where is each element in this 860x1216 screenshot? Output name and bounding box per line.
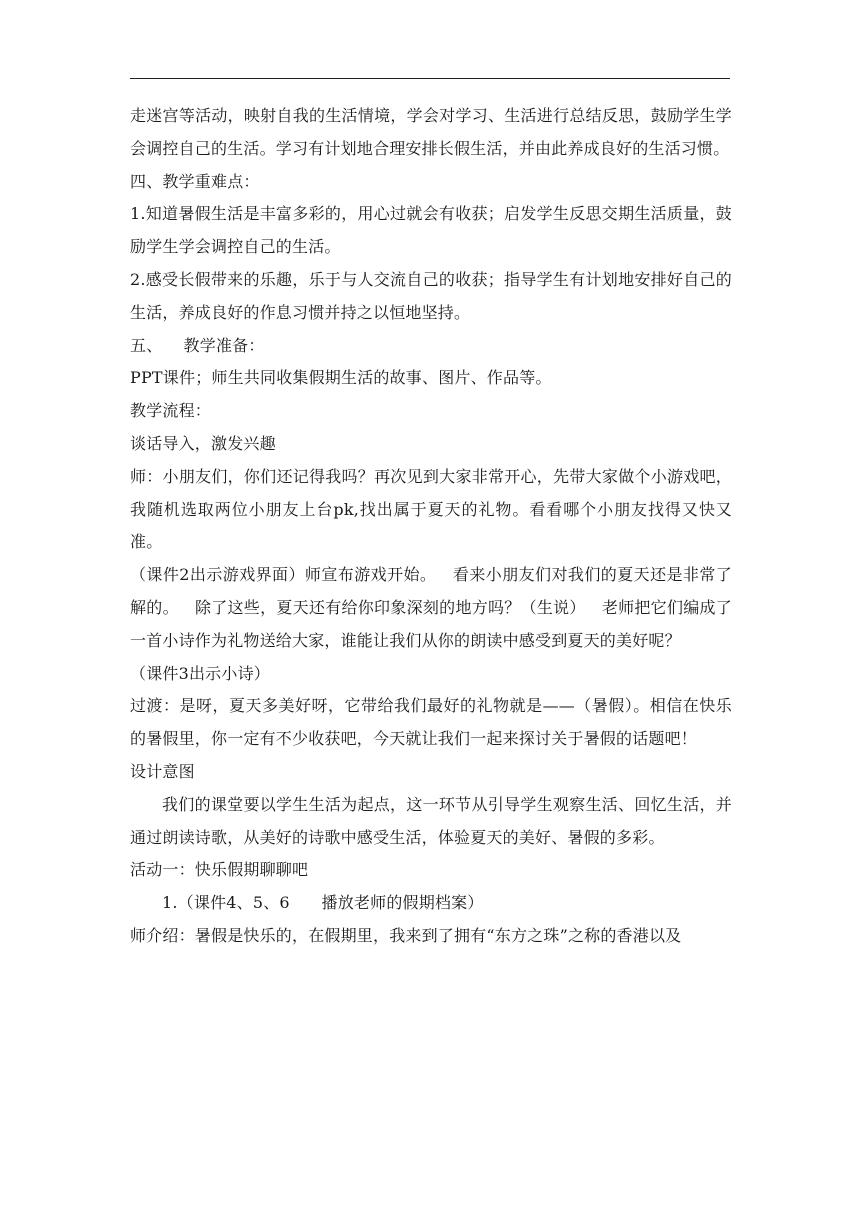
heading-key-points: 四、教学重难点： [130,171,260,191]
heading-intro: 谈话导入，激发兴趣 [130,433,276,453]
header-rule [130,78,730,79]
courseware-3: （课件3出示小诗） [130,663,270,683]
heading-process: 教学流程： [130,401,212,421]
heading-activity-1: 活动一：快乐假期聊聊吧 [130,860,309,880]
transition: 过渡：是呀，夏天多美好呀，它带给我们最好的礼物就是——（暑假）。相信在快乐的暑假里，你一定有不少收获吧，今天就让我们一起来探讨关于暑假的话题吧！ [130,696,732,749]
activity-1-step-1: 1.（课件4、5、6 播放老师的假期档案） [162,893,484,913]
paragraph-objectives-cont: 走迷宫等活动，映射自我的生活情境，学会对学习、生活进行总结反思，鼓励学生学会调控自己的生活。学习有计划地合理安排长假生活，并由此养成良好的生活习惯。 [130,106,732,158]
teacher-intro-holiday: 师介绍：暑假是快乐的，在假期里，我来到了拥有“东方之珠”之称的香港以及 [130,925,682,945]
teacher-intro: 师：小朋友们，你们还记得我吗？再次见到大家非常开心，先带大家做个小游戏吧，我随机选取两位小朋友上台pk,找出属于夏天的礼物。看看哪个小朋友找得又快又准。 [130,466,732,552]
heading-preparation: 五、 教学准备： [130,335,265,355]
key-point-1: 1.知道暑假生活是丰富多彩的，用心过就会有收获；启发学生反思交期生活质量，鼓励学生学会调控自己的生活。 [130,204,732,257]
courseware-2: （课件2出示游戏界面）师宣布游戏开始。 看来小朋友们对我们的夏天还是非常了解的。 除了这些，夏天还有给你印象深刻的地方吗？（生说） 老师把它们编成了一首小诗作为礼物送给大家，谁能让我们从你的朗读中感受到夏天的美好呢？ [130,565,732,650]
document-body [130,100,732,953]
design-intent-text: 我们的课堂要以学生生活为起点，这一环节从引导学生观察生活、回忆生活，并通过朗读诗歌，从美好的诗歌中感受生活，体验夏天的美好、暑假的多彩。 [130,794,732,847]
key-point-2: 2.感受长假带来的乐趣，乐于与人交流自己的收获；指导学生有计划地安排好自己的生活，养成良好的作息习惯并持之以恒地坚持。 [130,269,732,322]
heading-design-intent: 设计意图 [130,761,195,781]
preparation-text: PPT课件；师生共同收集假期生活的故事、图片、作品等。 [130,368,552,388]
